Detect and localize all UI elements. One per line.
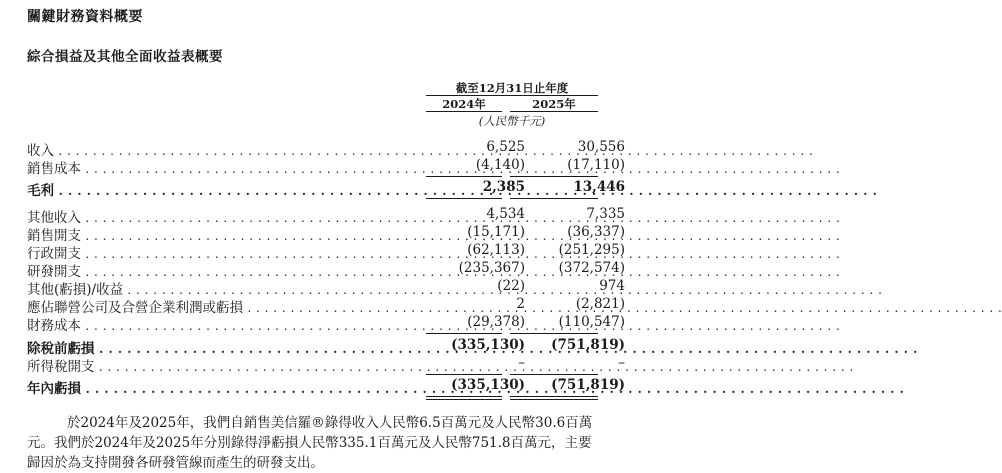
value-2024: – [518, 355, 525, 371]
value-2025: (36,337) [567, 224, 625, 240]
row-label: 毛利 . . . [27, 179, 422, 196]
year-rule-2025 [510, 111, 598, 112]
row-label: 銷售開支 . . . [27, 224, 422, 241]
row-label: 研發開支 . . . [27, 260, 422, 277]
table-row-finance-costs [27, 314, 625, 334]
table-row-selling-expenses [27, 224, 625, 244]
table-row-revenue [27, 139, 625, 159]
value-2024: 2,385 [482, 179, 525, 195]
value-2025: (17,110) [567, 157, 625, 173]
table-row-rnd-expenses [27, 260, 625, 280]
total-rule-2024 [426, 198, 502, 199]
value-2025: (372,574) [558, 260, 625, 276]
row-label: 應佔聯營公司及合營企業利潤或虧損 . . . [27, 296, 422, 313]
value-2025: 30,556 [577, 139, 625, 155]
row-label: 所得稅開支 . . . [27, 355, 422, 372]
row-label: 其他(虧損)/收益 . . . [27, 278, 422, 295]
summary-paragraph: 於2024年及2025年，我們自銷售美信羅®錄得收入人民幣6.5百萬元及人民幣30.6百萬元。我們於2024年及2025年分別錄得淨虧損人民幣335.1百萬元及人民幣751.8百萬元，主要歸因於為支持開發各研發管線而產生的研發支出。 [27, 415, 593, 471]
period-header: 截至12月31日止年度 [455, 81, 569, 95]
value-2025: – [618, 355, 625, 371]
row-label: 其他收入 . . . [27, 206, 422, 223]
subtotal-rule-2025 [510, 374, 598, 375]
subtotal-rule-2024 [426, 176, 502, 177]
value-2025: (110,547) [558, 314, 625, 330]
subtotal-rule-2025 [510, 333, 598, 334]
value-2025: 13,446 [573, 179, 625, 195]
section-title: 關鍵財務資料概要 [27, 9, 143, 25]
value-2024: 2 [516, 296, 525, 312]
table-row-gross-profit [27, 179, 625, 199]
double-rule-bottom-2024 [426, 399, 502, 400]
table-row-other-income [27, 206, 625, 226]
value-2024: (29,378) [467, 314, 525, 330]
double-rule-bottom-2025 [510, 399, 598, 400]
row-label: 行政開支 . . . [27, 242, 422, 259]
table-row-share-of-associates [27, 296, 625, 316]
subsection-title: 綜合損益及其他全面收益表概要 [27, 49, 223, 65]
table-row-income-tax [27, 355, 625, 375]
unit-label: (人民幣千元) [478, 114, 546, 128]
table-row-other-gains-losses [27, 278, 625, 298]
year-rule-2024 [426, 111, 502, 112]
table-row-loss-before-tax [27, 337, 625, 357]
subtotal-rule-2025 [510, 176, 598, 177]
subtotal-rule-2024 [426, 333, 502, 334]
value-2025: 974 [599, 278, 625, 294]
table-row-cost-of-sales [27, 157, 625, 177]
value-2025: 7,335 [586, 206, 625, 222]
value-2024: (62,113) [467, 242, 525, 258]
value-2024: (335,130) [451, 337, 525, 353]
value-2024: (235,367) [458, 260, 525, 276]
value-2025: (251,295) [558, 242, 625, 258]
value-2025: (751,819) [551, 377, 625, 393]
value-2025: (2,821) [575, 296, 625, 312]
row-label: 收入 . . . [27, 139, 422, 156]
total-rule-2025 [510, 198, 598, 199]
row-label: 銷售成本 . . . [27, 157, 422, 174]
table-row-loss-for-year [27, 377, 625, 397]
year-header-2025: 2025年 [532, 97, 576, 111]
value-2024: 6,525 [486, 139, 525, 155]
double-rule-top-2024 [426, 396, 502, 397]
double-rule-top-2025 [510, 396, 598, 397]
row-label: 年內虧損 . . . [27, 377, 422, 394]
value-2024: (4,140) [475, 157, 525, 173]
value-2024: (15,171) [467, 224, 525, 240]
value-2024: 4,534 [486, 206, 525, 222]
subtotal-rule-2024 [426, 374, 502, 375]
row-label: 財務成本 . . . [27, 314, 422, 331]
value-2024: (22) [497, 278, 525, 294]
value-2025: (751,819) [551, 337, 625, 353]
year-header-2024: 2024年 [442, 97, 486, 111]
table-row-admin-expenses [27, 242, 625, 262]
value-2024: (335,130) [451, 377, 525, 393]
row-label: 除稅前虧損 . . . [27, 337, 422, 354]
